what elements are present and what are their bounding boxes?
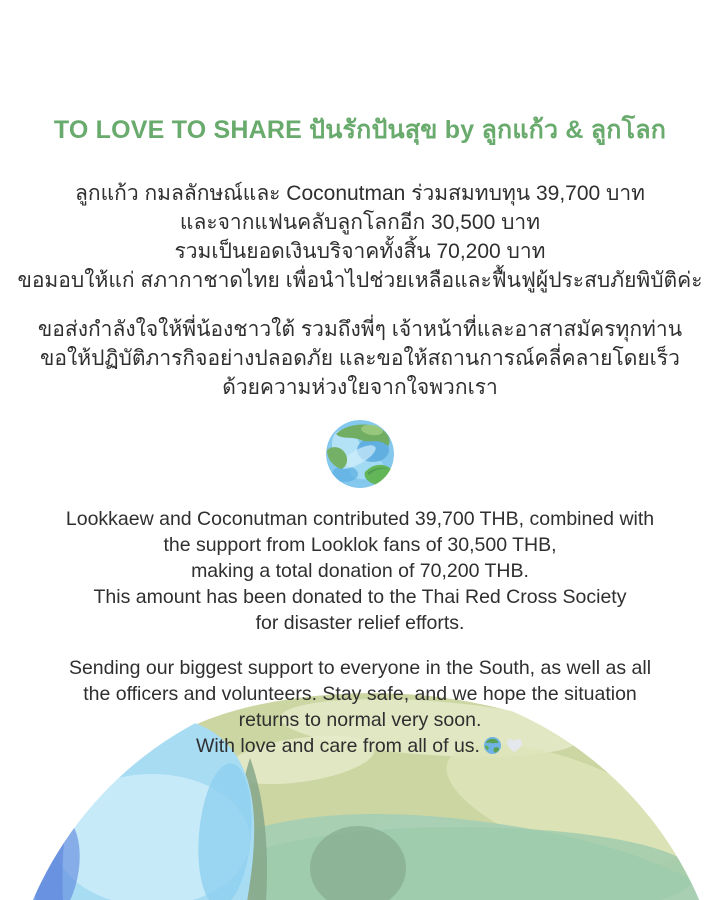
text-line: for disaster relief efforts.: [255, 612, 465, 634]
text-line: the officers and volunteers. Stay safe, and we hope the situation: [83, 683, 637, 705]
text-line: returns to normal very soon.: [238, 709, 482, 731]
text-line: Sending our biggest support to everyone in the South, as well as all: [68, 657, 652, 679]
white-heart-emoji: [505, 736, 524, 762]
page-title: TO LOVE TO SHARE ปันรักปันสุข by ลูกแก้ว & ลูกโลก: [53, 116, 667, 144]
text-line: the support from Looklok fans of 30,500 THB,: [163, 534, 557, 556]
english-support-paragraph: [0, 655, 720, 762]
closing-line-text: With love and care from all of us.: [196, 735, 480, 757]
globe-asia-emoji: [483, 736, 502, 762]
english-donation-paragraph: [0, 506, 720, 636]
text-line: รวมเป็นยอดเงินบริจาคทั้งสิ้น 70,200 บาท: [174, 240, 546, 263]
thai-donation-paragraph: [0, 179, 720, 295]
text-line: [0, 733, 720, 762]
text-line: ขอมอบให้แก่ สภากาชาดไทย เพื่อนำไปช่วยเหลือและฟื้นฟูผู้ประสบภัยพิบัติค่ะ: [17, 269, 703, 292]
text-line: ด้วยความห่วงใยจากใจพวกเรา: [222, 376, 498, 399]
watercolor-earth-globe-icon: [0, 419, 720, 489]
text-line: Lookkaew and Coconutman contributed 39,700 THB, combined with: [65, 508, 655, 530]
text-line: ลูกแก้ว กมลลักษณ์และ Coconutman ร่วมสมทบทุน 39,700 บาท: [74, 182, 646, 205]
text-line: และจากแฟนคลับลูกโลกอีก 30,500 บาท: [179, 211, 541, 234]
text-line: making a total donation of 70,200 THB.: [191, 560, 529, 582]
text-line: ขอส่งกำลังใจให้พี่น้องชาวใต้ รวมถึงพี่ๆ เจ้าหน้าที่และอาสาสมัครทุกท่าน: [37, 318, 683, 341]
text-line: ขอให้ปฏิบัติภารกิจอย่างปลอดภัย และขอให้สถานการณ์คลี่คลายโดยเร็ว: [40, 347, 680, 370]
thai-support-paragraph: [0, 315, 720, 402]
text-line: This amount has been donated to the Thai Red Cross Society: [93, 586, 627, 608]
